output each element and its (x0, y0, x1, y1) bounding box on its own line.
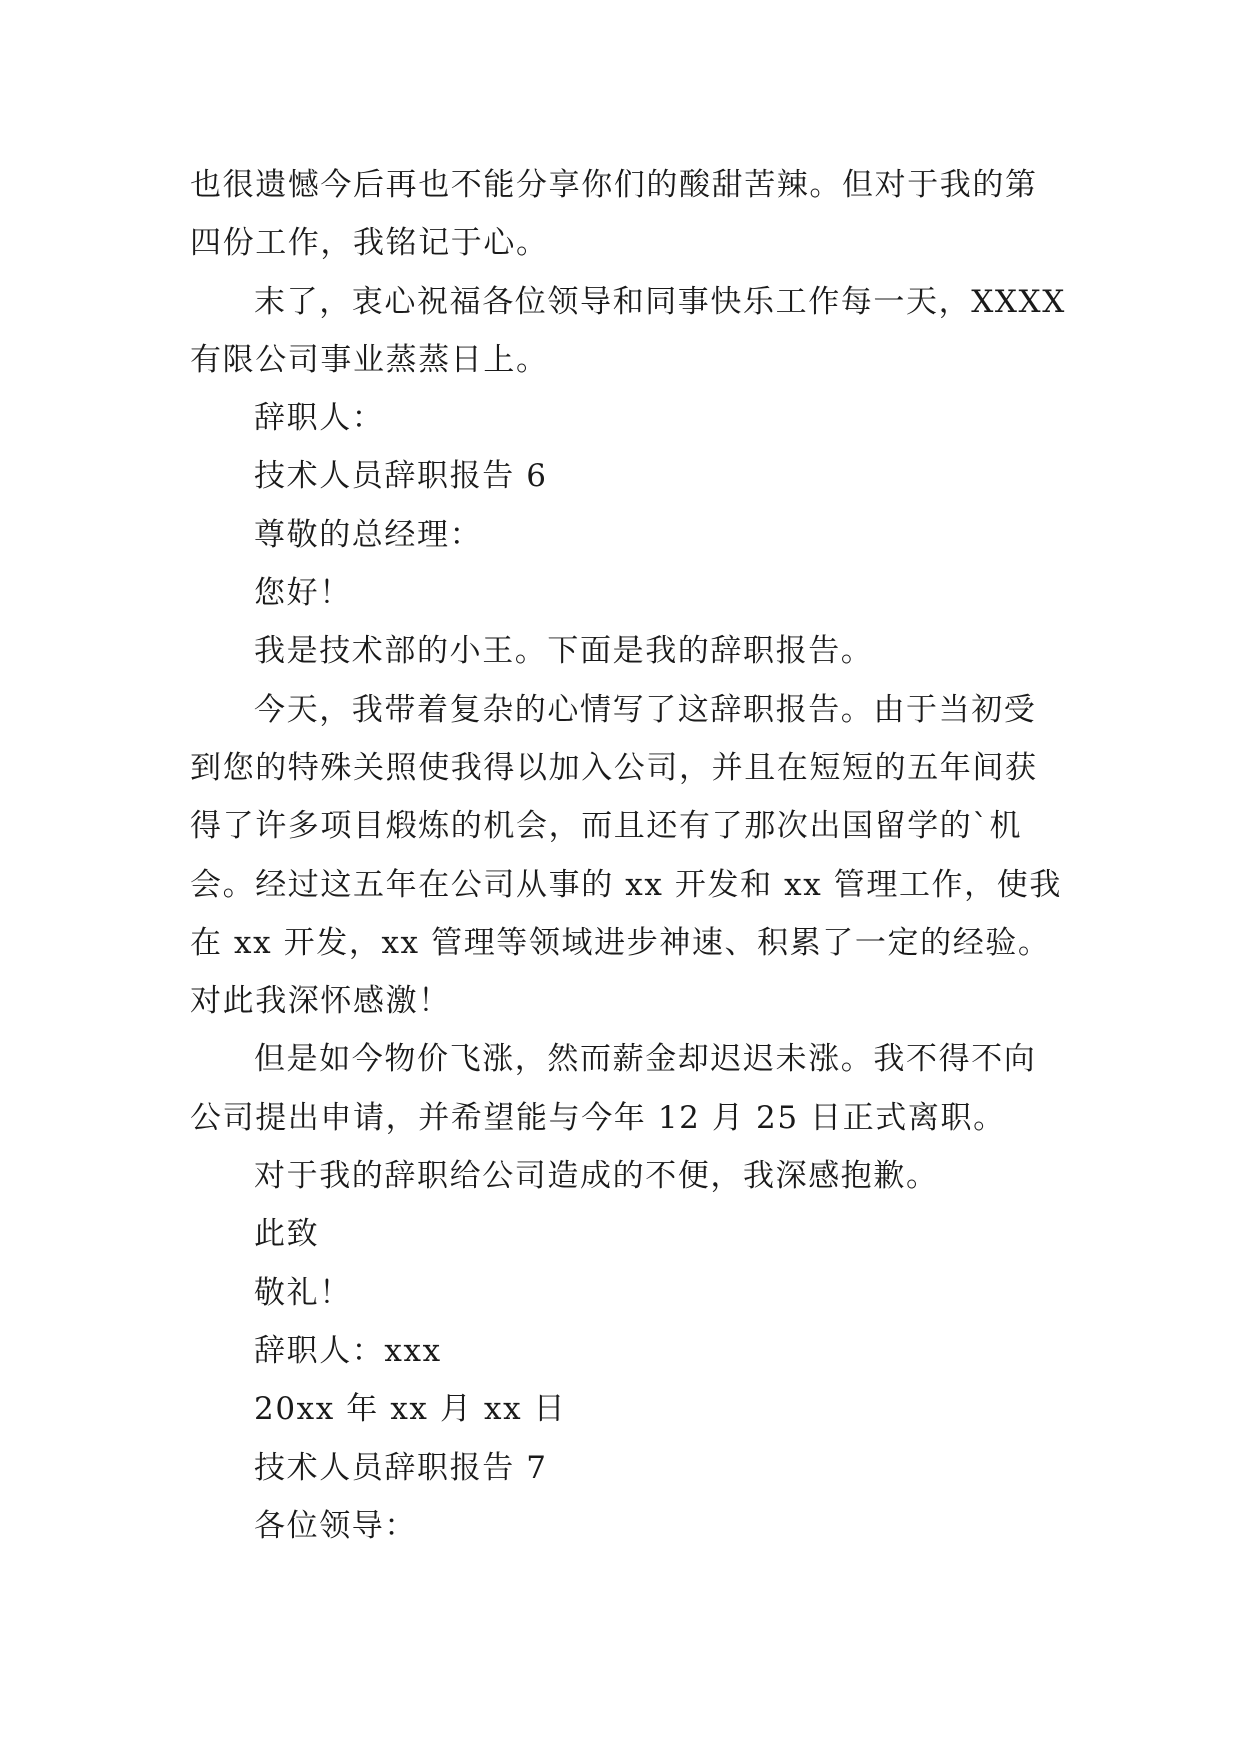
document-body (190, 156, 1066, 1555)
salutation: 各位领导： (254, 1507, 417, 1544)
paragraph-line: 到您的特殊关照使我得以加入公司，并且在短短的五年间获 (190, 749, 1038, 786)
paragraph-line: 今天，我带着复杂的心情写了这辞职报告。由于当初受 (254, 691, 1037, 728)
signature-line: 辞职人：xxx (254, 1332, 442, 1369)
paragraph-line: 在 xx 开发，xx 管理等领域进步神速、积累了一定的经验。 (190, 924, 1051, 961)
paragraph-line: 对于我的辞职给公司造成的不便，我深感抱歉。 (254, 1158, 939, 1195)
closing-line: 此致 (254, 1216, 320, 1253)
greeting: 您好！ (254, 575, 352, 612)
paragraph-line: 有限公司事业蒸蒸日上。 (190, 341, 549, 378)
section-heading: 技术人员辞职报告 6 (254, 458, 548, 495)
date-line: 20xx 年 xx 月 xx 日 (254, 1391, 567, 1428)
paragraph-line: 末了，衷心祝福各位领导和同事快乐工作每一天，XXXX (254, 283, 1066, 320)
signature-line: 辞职人： (254, 400, 385, 437)
paragraph-line: 也很遗憾今后再也不能分享你们的酸甜苦辣。但对于我的第 (190, 167, 1038, 203)
paragraph-line: 得了许多项目煅炼的机会，而且还有了那次出国留学的`机 (190, 808, 1023, 845)
paragraph-line: 对此我深怀感激！ (190, 983, 451, 1020)
section-heading: 技术人员辞职报告 7 (254, 1449, 548, 1486)
paragraph-line: 四份工作，我铭记于心。 (190, 225, 549, 262)
paragraph-line: 但是如今物价飞涨，然而薪金却迟迟未涨。我不得不向 (254, 1041, 1037, 1078)
paragraph-line: 公司提出申请，并希望能与今年 12 月 25 日正式离职。 (190, 1099, 1006, 1136)
paragraph-line: 我是技术部的小王。下面是我的辞职报告。 (254, 633, 874, 670)
salutation: 尊敬的总经理： (254, 516, 483, 553)
closing-line: 敬礼！ (254, 1274, 352, 1311)
paragraph-line: 会。经过这五年在公司从事的 xx 开发和 xx 管理工作，使我 (190, 866, 1062, 903)
